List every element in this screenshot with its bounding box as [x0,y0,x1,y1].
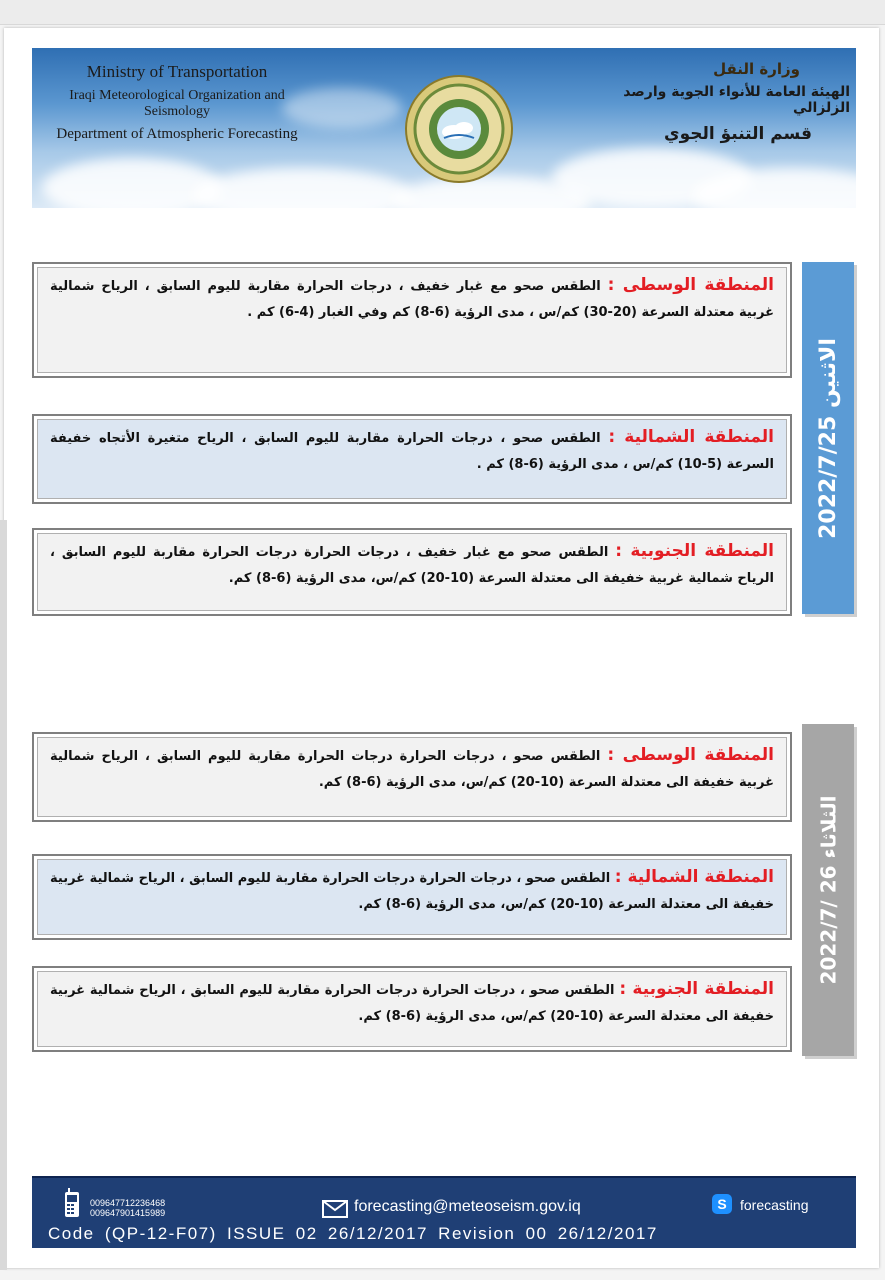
forecast-box-day1-north [32,414,792,504]
skype-handle[interactable]: forecasting [740,1197,809,1213]
department-name-en: Department of Atmospheric Forecasting [56,126,298,142]
region-label: المنطقة الوسطى : [607,745,774,765]
date-bar-day1 [802,262,854,614]
ministry-name-ar: وزارة النقل [713,60,800,78]
ministry-name-en: Ministry of Transportation [86,62,268,81]
header-arabic [590,60,850,144]
left-edge-bar [0,520,7,1270]
skype-icon: S [712,1194,732,1214]
date-label-day2: 2022/7/ 26 الثلاثاء [816,795,841,985]
forecast-text: الطقس صحو ، درجات الحرارة درجات الحرارة مقاربة لليوم السابق ، الرياح شمالية غربية خفيفة الى معتدلة السرعة (10-20) كم/س، مدى الرؤية (6-8) كم. [50,871,774,912]
phone-icon [64,1188,80,1218]
forecast-box-day1-south [32,528,792,616]
contact-email[interactable]: forecasting@meteoseism.gov.iq [354,1198,581,1215]
header-english [42,62,312,143]
forecast-box-day1-central [32,262,792,378]
forecast-box-day2-south [32,966,792,1052]
forecast-box-day2-central [32,732,792,822]
date-bar-day2 [802,724,854,1056]
forecast-text: الطقس صحو ، درجات الحرارة درجات الحرارة مقاربة لليوم السابق ، الرياح شمالية غربية خفيفة الى معتدلة السرعة (10-20) كم/س، مدى الرؤية (6-8) كم. [50,749,774,790]
organization-name-en: Iraqi Meteorological Organization and Seismology [69,88,285,119]
region-label: المنطقة الشمالية : [614,867,774,887]
phone-number-2: 009647901415989 [90,1208,166,1218]
header-banner [32,48,856,208]
phone-number-1: 009647712236468 [90,1198,166,1208]
document-page [4,28,879,1268]
forecast-text: الطقس صحو مع غبار خفيف ، درجات الحرارة مقاربة لليوم السابق ، الرياح شمالية غربية معتدلة السرعة (20-30) كم/س ، مدى الرؤية (6-8) كم وفي الغبار (4-6) كم . [50,279,774,320]
document-code-line: Code (QP-12-F07) ISSUE 02 26/12/2017 Revision 00 26/12/2017 [48,1224,658,1243]
forecast-text: الطقس صحو مع غبار خفيف ، درجات الحرارة درجات الحرارة مقاربة لليوم السابق ، الرياح شمالية غربية خفيفة الى معتدلة السرعة (10-20) كم/س، مدى الرؤية (6-8) كم. [50,545,774,586]
region-label: المنطقة الجنوبية : [619,979,774,999]
forecast-text: الطقس صحو ، درجات الحرارة درجات الحرارة مقاربة لليوم السابق ، الرياح شمالية غربية خفيفة الى معتدلة السرعة (10-20) كم/س، مدى الرؤية (6-8) كم. [50,983,774,1024]
region-label: المنطقة الجنوبية : [615,541,775,561]
region-label: المنطقة الشمالية : [608,427,774,447]
region-label: المنطقة الوسطى : [607,275,774,295]
envelope-icon [322,1200,348,1218]
date-label-day1: 2022/7/25 الاثنين [815,337,841,539]
top-strip [0,0,885,25]
organization-name-ar: الهيئة العامة للأنواء الجوية وارصد الزلزالي [623,84,850,116]
department-name-ar: قسم التنبؤ الجوي [664,124,812,144]
forecast-box-day2-north [32,854,792,940]
organization-seal-logo [404,74,514,184]
forecast-text: الطقس صحو ، درجات الحرارة مقاربة لليوم السابق ، الرياح متغيرة الأتجاه خفيفة السرعة (5-10) كم/س ، مدى الرؤية (6-8) كم . [50,431,774,472]
footer-bar [32,1176,856,1248]
cloud [192,168,412,208]
phone-numbers [90,1198,165,1218]
